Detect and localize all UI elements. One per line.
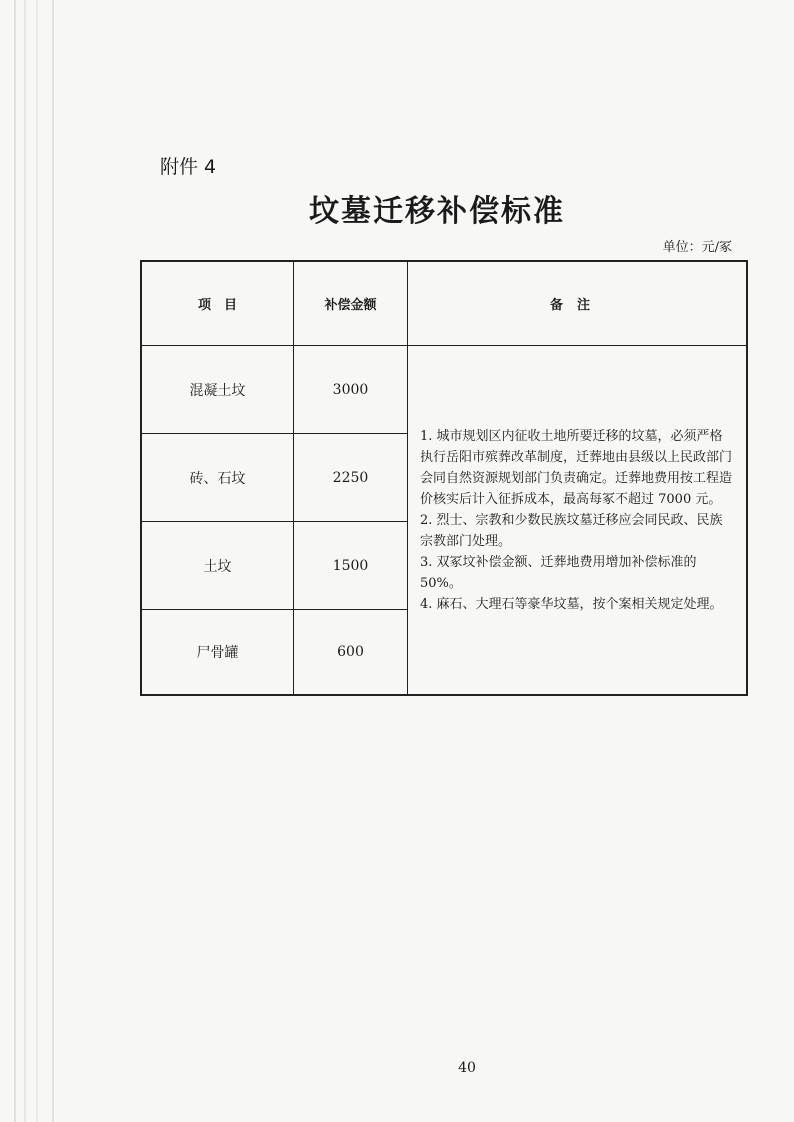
row-item: 混凝土坟 [142,346,294,434]
scan-edge-artifact [0,0,60,1122]
remark-item: 4. 麻石、大理石等豪华坟墓，按个案相关规定处理。 [420,596,723,612]
row-amount: 3000 [294,346,408,434]
row-amount: 1500 [294,522,408,610]
header-remarks: 备注 [408,262,746,346]
remark-item: 2. 烈士、宗教和少数民族坟墓迁移应会同民政、民族宗教部门处理。 [420,512,723,549]
compensation-table [140,260,748,696]
header-amount: 补偿金额 [294,262,408,346]
remark-item: 1. 城市规划区内征收土地所要迁移的坟墓，必须严格执行岳阳市殡葬改革制度，迁葬地由县级以上民政部门会同自然资源规划部门负责确定。迁葬地费用按工程造价核实后计入征拆成本，最高每冢不超过 7000 元。 [420,428,733,507]
row-amount: 2250 [294,434,408,522]
page-number: 40 [458,1060,476,1076]
row-item: 尸骨罐 [142,610,294,694]
row-amount: 600 [294,610,408,694]
header-item: 项 目 [142,262,294,346]
page-title: 坟墓迁移补偿标准 [309,194,565,229]
attachment-label: 附件 4 [160,156,217,178]
remark-item: 3. 双冢坟补偿金额、迁葬地费用增加补偿标准的 50%。 [420,554,697,591]
remarks-list [420,426,734,615]
remarks-cell [408,346,746,694]
row-item: 砖、石坟 [142,434,294,522]
row-item: 土坟 [142,522,294,610]
unit-note: 单位：元/冢 [662,240,732,255]
